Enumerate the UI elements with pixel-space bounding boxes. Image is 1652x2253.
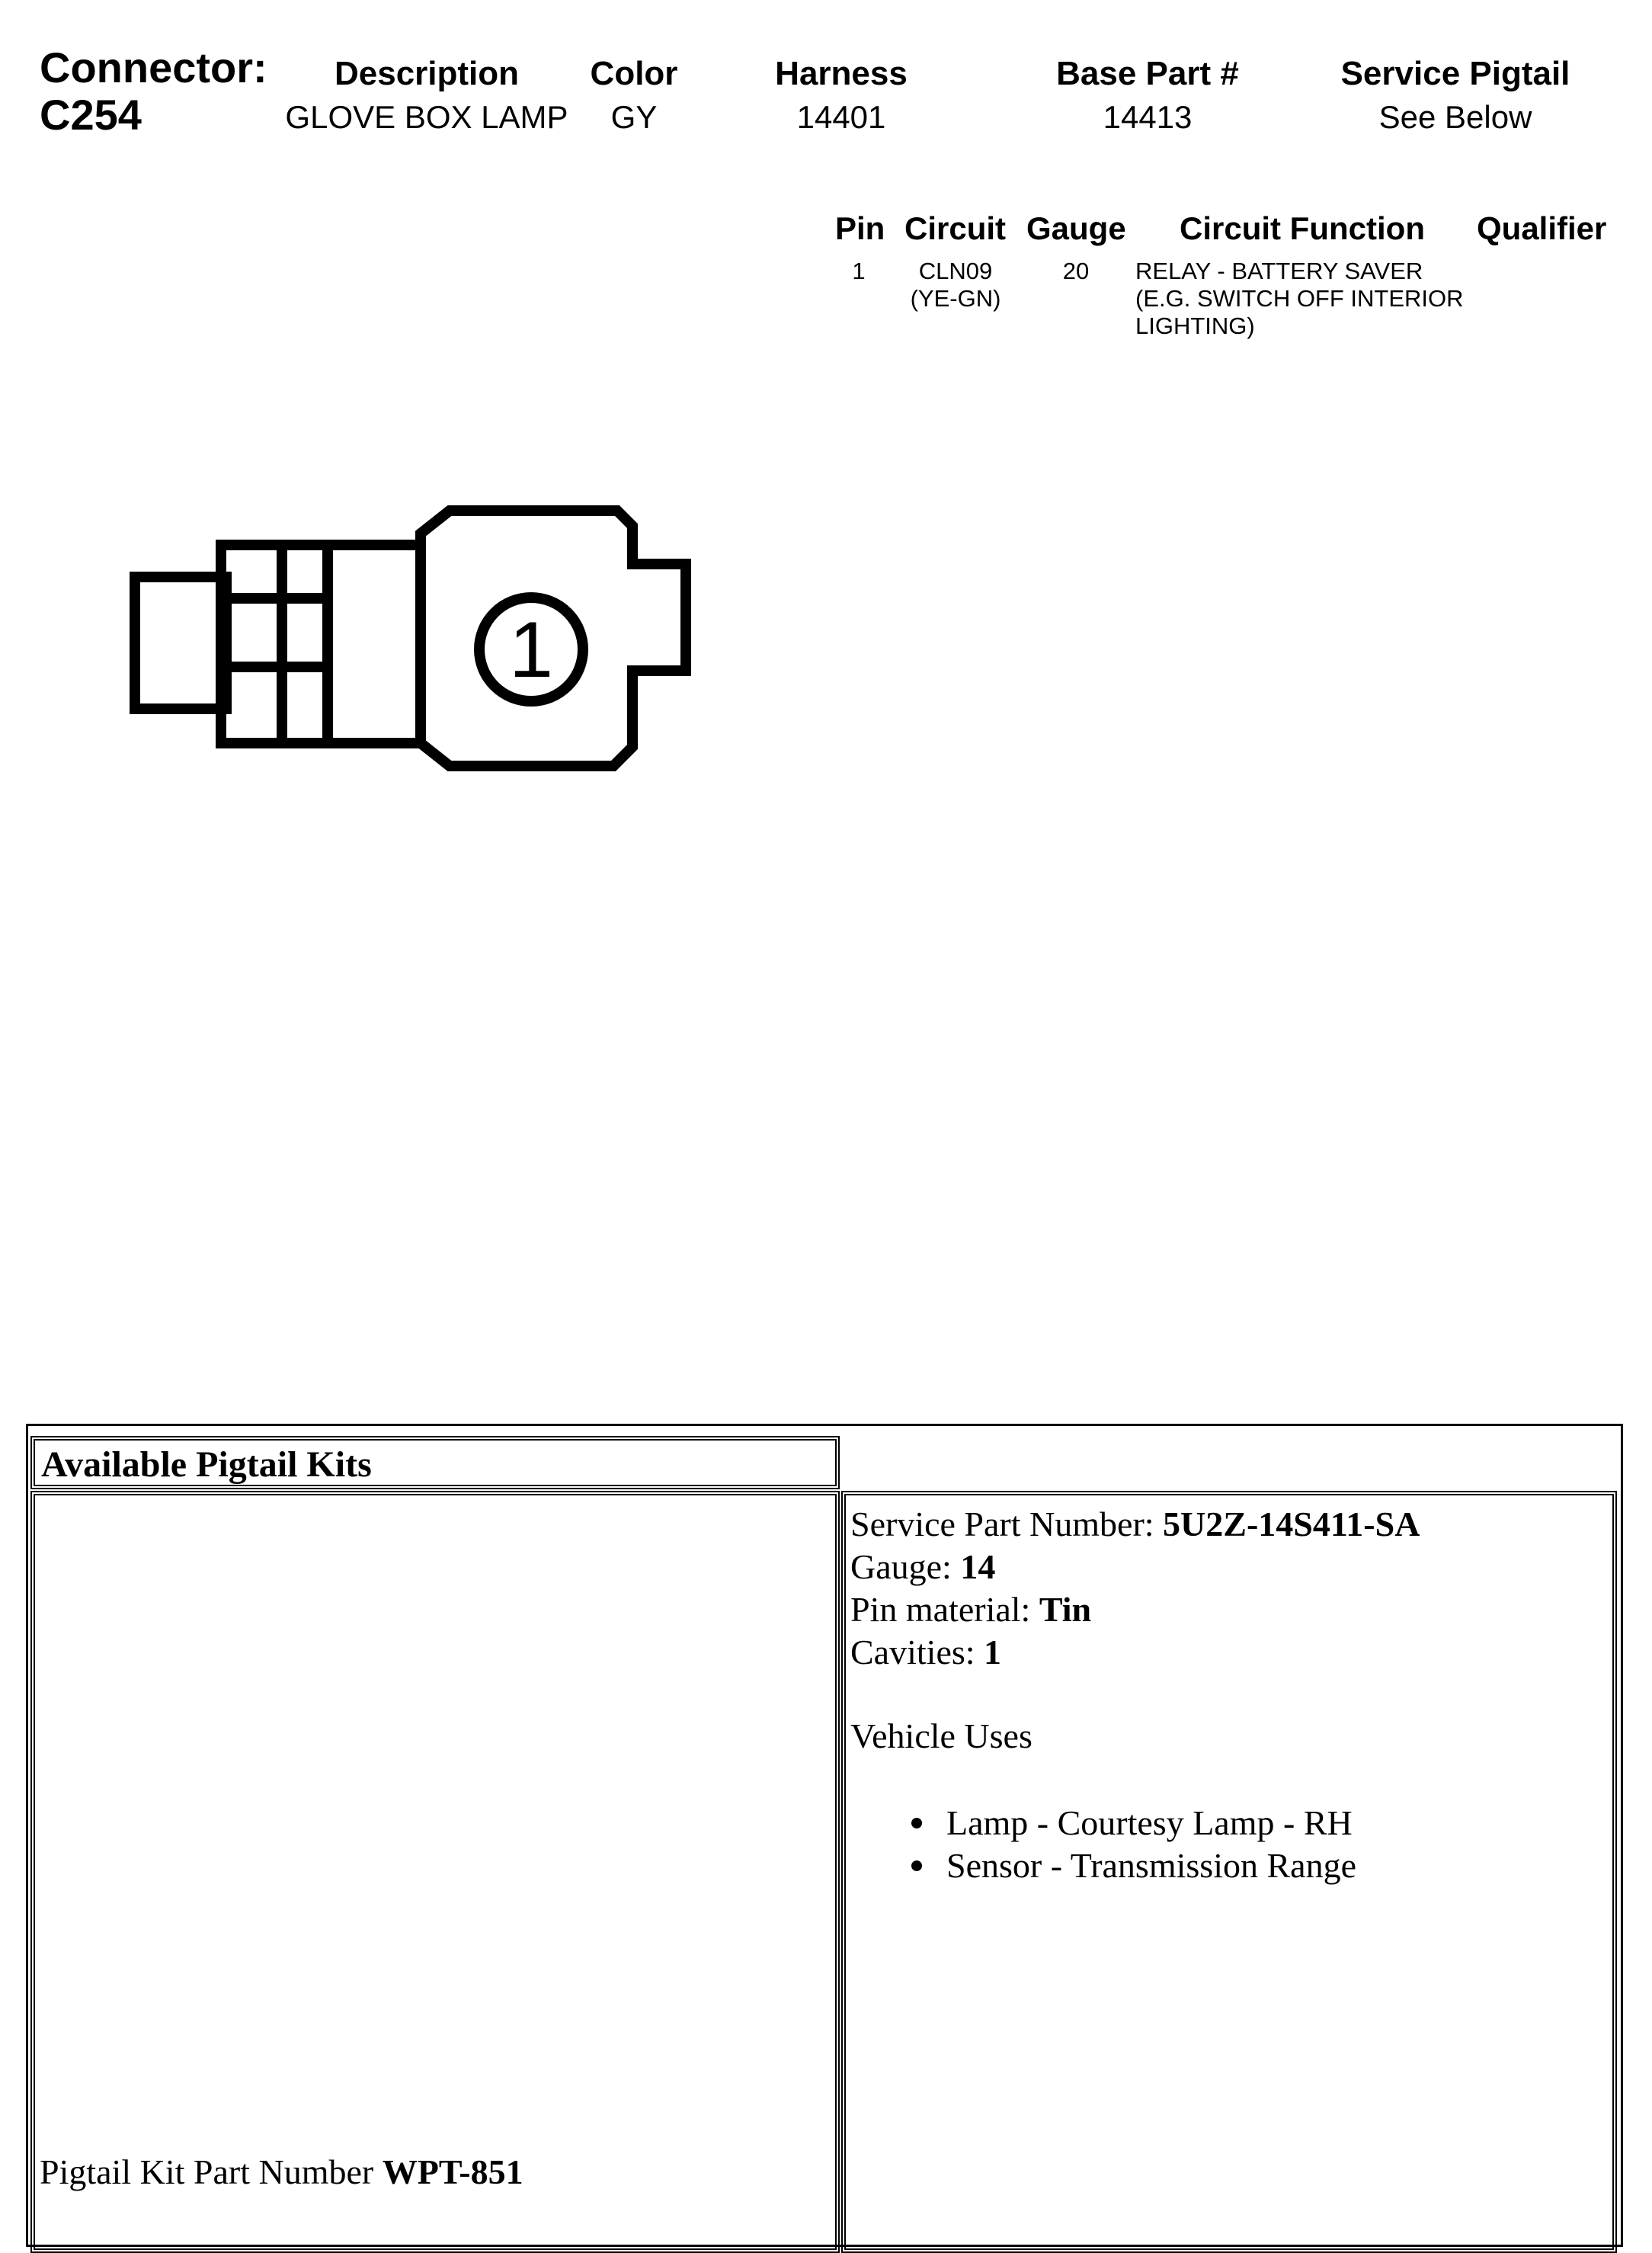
circuit-function-line: RELAY - BATTERY SAVER: [1135, 258, 1423, 284]
circuit-wire-color: (YE-GN): [910, 285, 1001, 312]
gauge-cell: 20: [1062, 258, 1090, 284]
circuit-function-line: (E.G. SWITCH OFF INTERIOR: [1135, 285, 1464, 312]
circuit-function-cell: [1135, 258, 1464, 340]
service-pigtail-header: Service Pigtail: [1340, 55, 1570, 92]
description-header: Description: [334, 55, 520, 92]
list-item: [911, 1802, 1420, 1844]
harness-value: 14401: [796, 99, 886, 135]
pigtail-kit-part-number: [40, 2151, 523, 2194]
bullet-icon: [911, 1860, 922, 1871]
pigtail-gauge-label: Gauge:: [850, 1547, 961, 1586]
pin-material-label: Pin material:: [850, 1590, 1039, 1629]
cavities-value: 1: [984, 1633, 1002, 1671]
vehicle-uses-heading: Vehicle Uses: [850, 1716, 1032, 1755]
vehicle-uses-list: [911, 1802, 1420, 1887]
pin-material: [850, 1588, 1420, 1631]
vehicle-use-text: Sensor - Transmission Range: [946, 1846, 1356, 1885]
circuit-cell: [911, 258, 1001, 312]
description-value: GLOVE BOX LAMP: [285, 99, 568, 135]
pin-column-header: Pin: [835, 210, 885, 246]
pin-cavity-number: 1: [509, 606, 553, 694]
pigtail-kit-part-label: Pigtail Kit Part Number: [40, 2152, 383, 2191]
connector-label: Connector:: [40, 43, 267, 91]
pigtail-kit-image-cell: [30, 1491, 840, 2253]
vehicle-use-text: Lamp - Courtesy Lamp - RH: [946, 1803, 1353, 1842]
connector-cavity-housing: [421, 511, 686, 766]
cavities-label: Cavities:: [850, 1633, 984, 1671]
connector-block: [40, 44, 267, 139]
pigtail-kits-title-cell: [30, 1436, 840, 1489]
bullet-icon: [911, 1818, 922, 1828]
connector-id: C254: [40, 91, 142, 139]
pigtail-kit-part-value: WPT-851: [382, 2152, 523, 2191]
service-part-label: Service Part Number:: [850, 1505, 1164, 1543]
pigtail-spec-cell: [841, 1491, 1617, 2253]
pin-number-cell: 1: [852, 258, 866, 284]
cavities: [850, 1631, 1420, 1674]
service-pigtail-value: See Below: [1378, 99, 1532, 135]
color-header: Color: [590, 55, 678, 92]
list-item: [911, 1844, 1420, 1887]
circuit-column-header: Circuit: [904, 210, 1007, 246]
gauge-column-header: Gauge: [1026, 210, 1126, 246]
circuit-function-line: LIGHTING): [1135, 312, 1255, 339]
pigtail-gauge: [850, 1546, 1420, 1588]
circuit-function-column-header: Circuit Function: [1180, 210, 1425, 246]
base-part-value: 14413: [1103, 99, 1193, 135]
connector-face-diagram: [122, 495, 701, 800]
base-part-header: Base Part #: [1056, 55, 1239, 92]
service-part-number: [850, 1503, 1420, 1546]
pigtail-kits-title: Available Pigtail Kits: [41, 1444, 372, 1485]
color-value: GY: [610, 99, 658, 135]
qualifier-column-header: Qualifier: [1477, 210, 1607, 246]
harness-header: Harness: [775, 55, 908, 92]
pin-material-value: Tin: [1039, 1590, 1092, 1629]
connector-latch-tab: [135, 577, 226, 709]
circuit-code: CLN09: [918, 258, 993, 284]
pigtail-gauge-value: 14: [960, 1547, 996, 1586]
service-part-value: 5U2Z-14S411-SA: [1163, 1505, 1420, 1543]
